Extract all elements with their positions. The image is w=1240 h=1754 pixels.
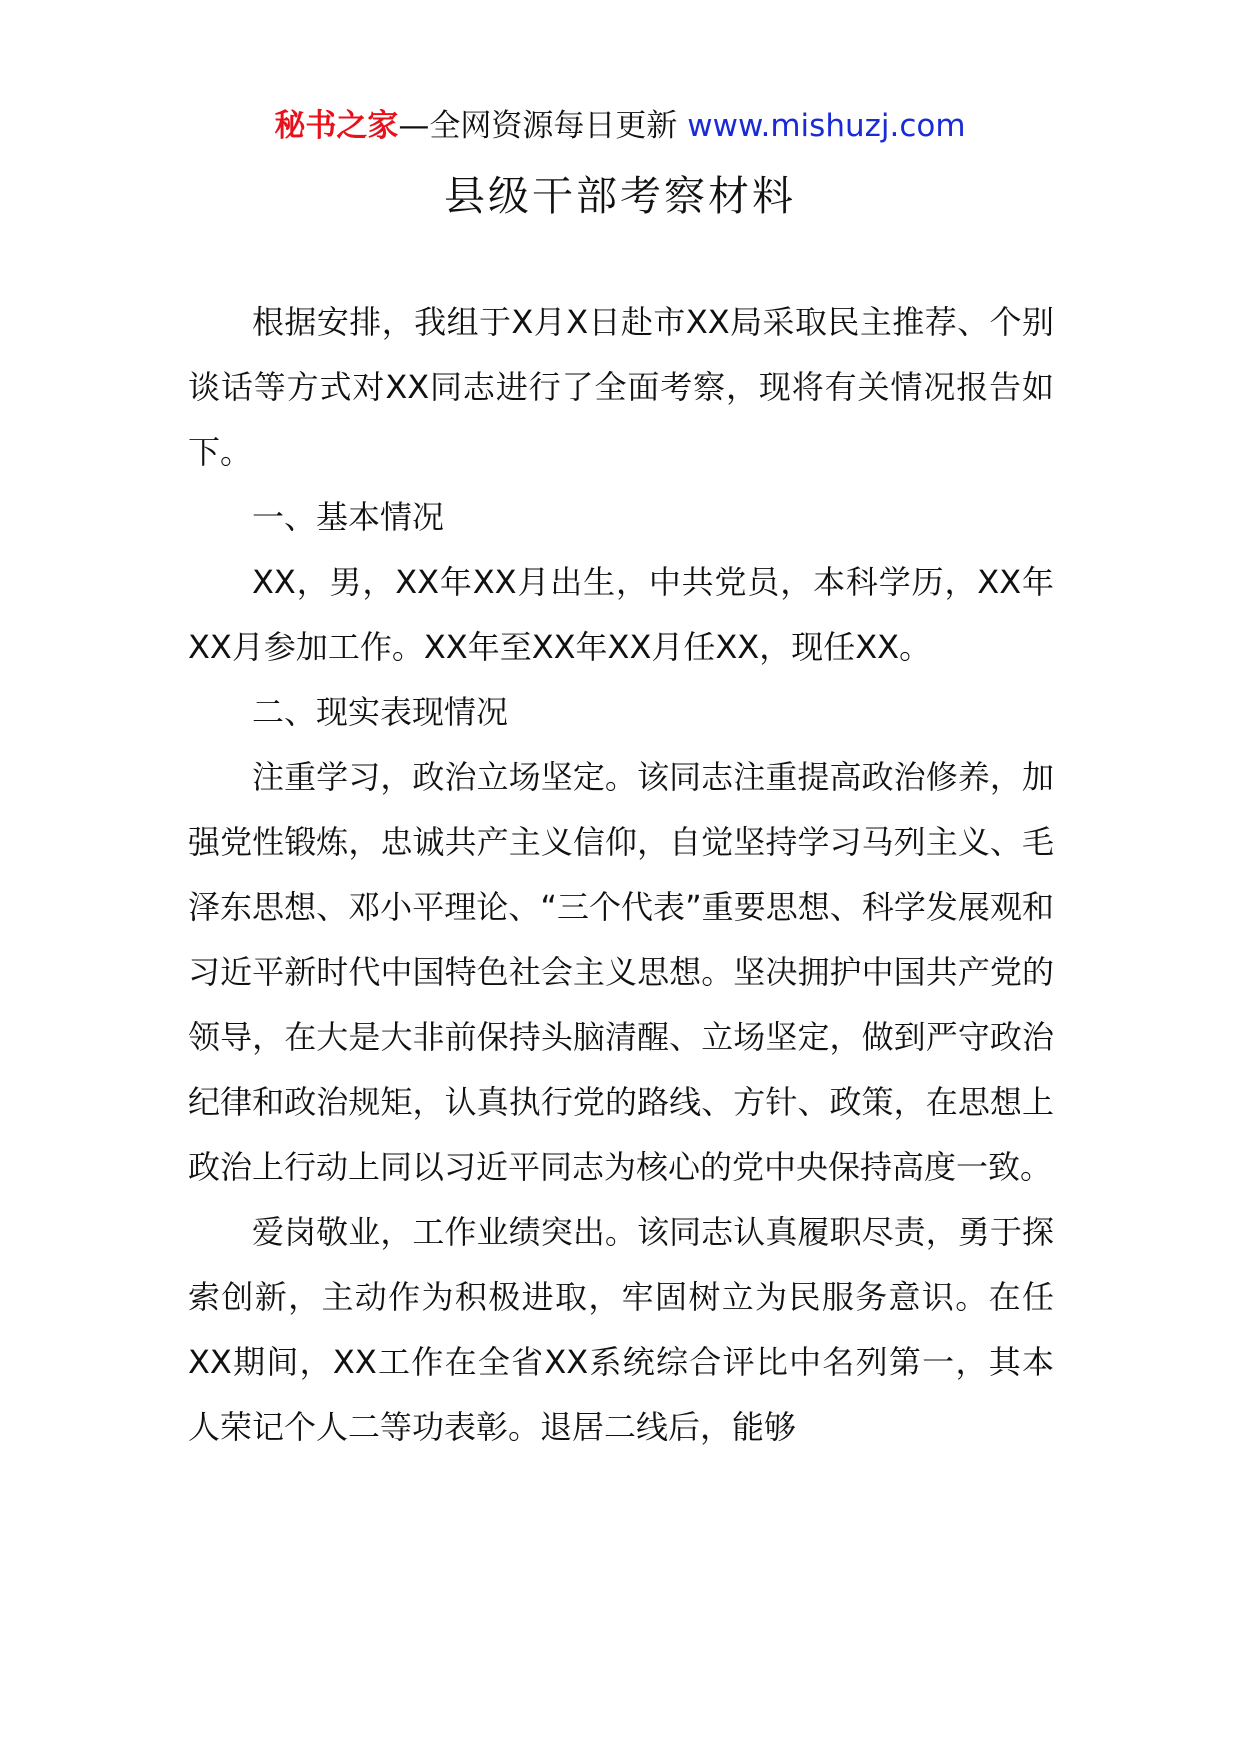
document-body	[188, 290, 1054, 1460]
section-heading-basic-info: 一、基本情况	[252, 498, 445, 536]
banner-brand: 秘书之家	[274, 108, 399, 144]
section-heading-performance: 二、现实表现情况	[252, 693, 509, 731]
paragraph-intro: 根据安排，我组于X月X日赴市XX局采取民主推荐、个别谈话等方式对XX同志进行了全面考察，现将有关情况报告如下。	[188, 303, 1054, 471]
paragraph-work-performance: 爱岗敬业，工作业绩突出。该同志认真履职尽责，勇于探索创新，主动作为积极进取，牢固树立为民服务意识。在任XX期间，XX工作在全省XX系统综合评比中名列第一，其本人荣记个人二等功表彰。退居二线后，能够	[188, 1213, 1054, 1446]
site-banner	[0, 104, 1240, 148]
paragraph-basic-info: XX，男，XX年XX月出生，中共党员，本科学历，XX年XX月参加工作。XX年至XX年XX月任XX，现任XX。	[188, 563, 1054, 666]
paragraph-political-study: 注重学习，政治立场坚定。该同志注重提高政治修养，加强党性锻炼，忠诚共产主义信仰，自觉坚持学习马列主义、毛泽东思想、邓小平理论、“三个代表”重要思想、科学发展观和习近平新时代中国特色社会主义思想。坚决拥护中国共产党的领导，在大是大非前保持头脑清醒、立场坚定，做到严守政治纪律和政治规矩，认真执行党的路线、方针、政策，在思想上政治上行动上同以习近平同志为核心的党中央保持高度一致。	[188, 758, 1054, 1186]
banner-url-link[interactable]: www.mishuzj.com	[687, 108, 966, 144]
document-title: 县级干部考察材料	[444, 172, 796, 220]
banner-slogan: —全网资源每日更新	[398, 108, 688, 144]
